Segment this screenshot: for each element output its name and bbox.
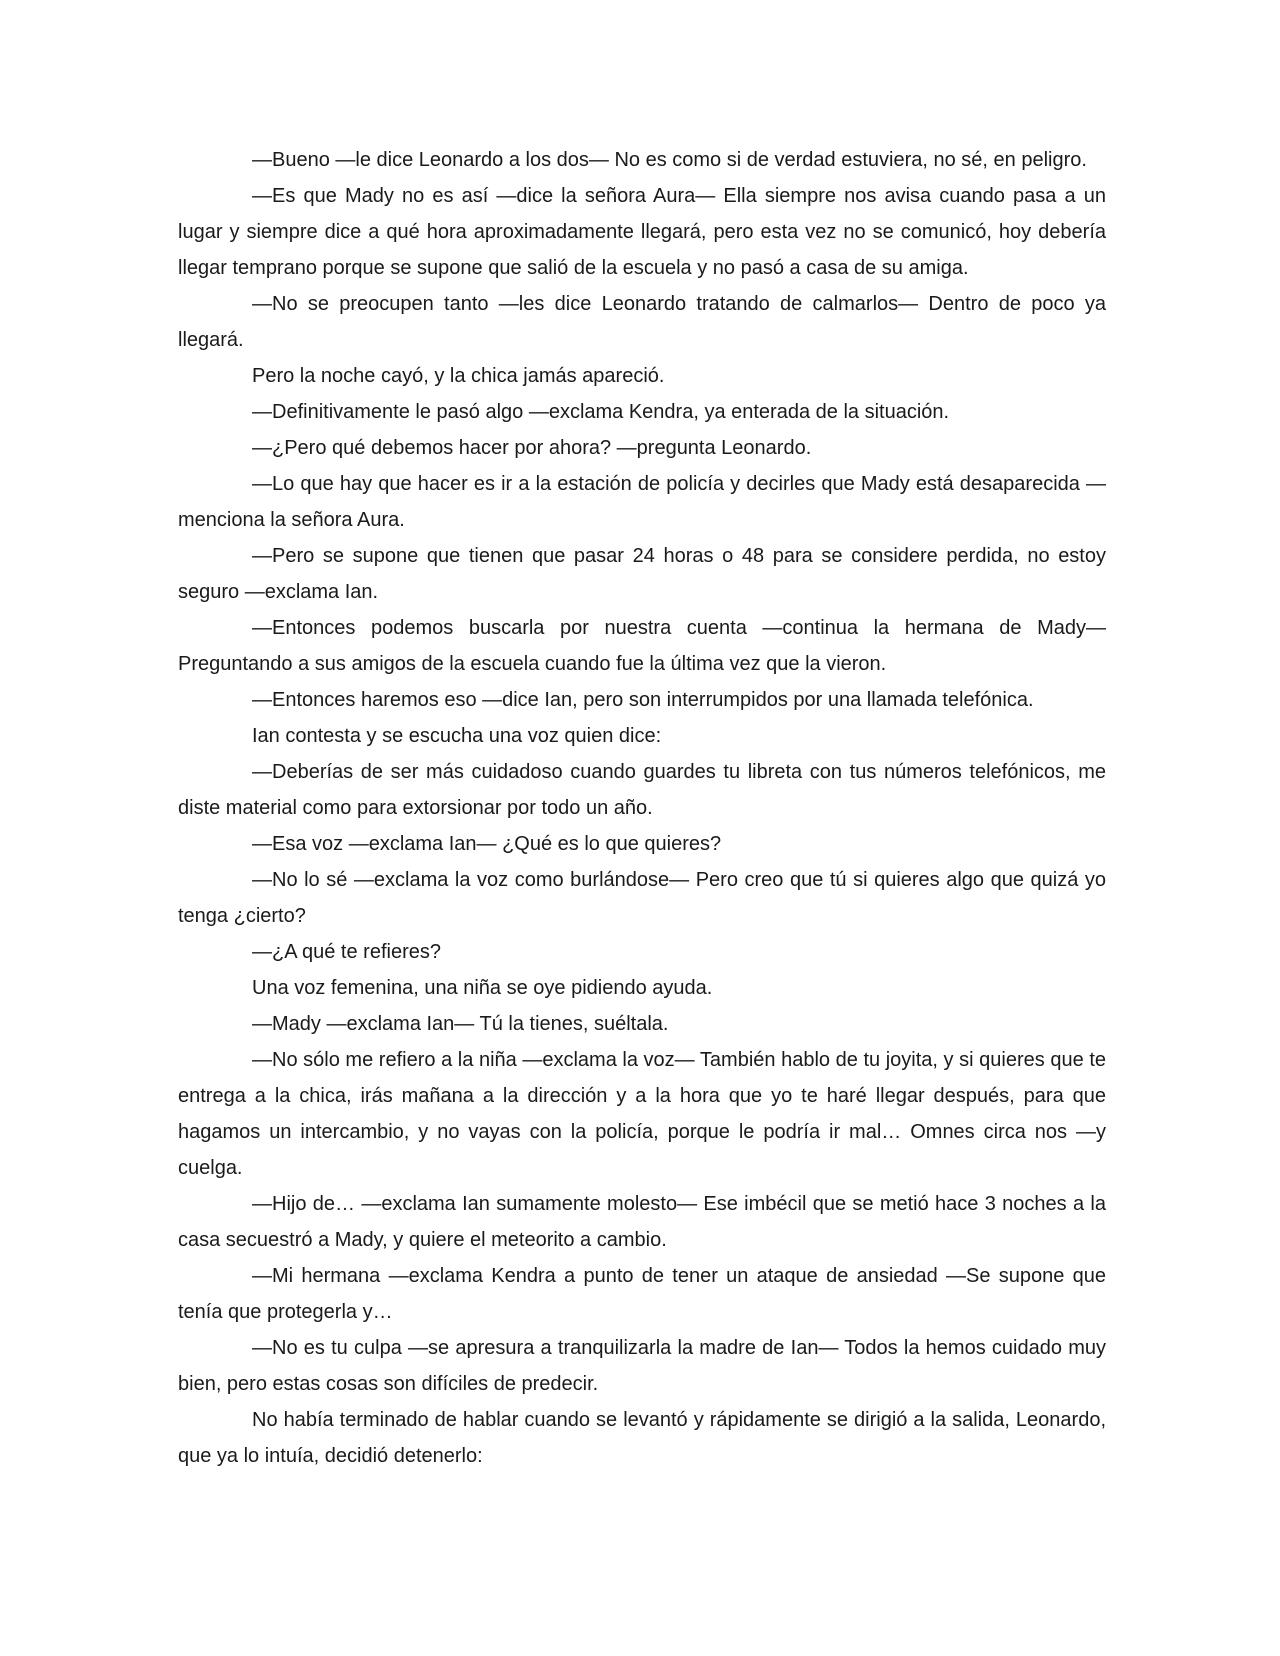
paragraph: —Entonces haremos eso —dice Ian, pero son interrumpidos por una llamada telefónica. (252, 689, 1034, 711)
paragraph: —No es tu culpa —se apresura a tranquilizarla la madre de Ian— Todos la hemos cuidado muy bien, pero estas cosas son difíciles de predecir. (178, 1337, 1106, 1395)
paragraph: —Entonces podemos buscarla por nuestra cuenta —continua la hermana de Mady— Preguntando a sus amigos de la escuela cuando fue la última vez que la vieron. (178, 617, 1106, 675)
paragraph: Una voz femenina, una niña se oye pidiendo ayuda. (252, 977, 713, 999)
paragraph: —Mady —exclama Ian— Tú la tienes, suéltala. (252, 1013, 669, 1035)
paragraph: —Mi hermana —exclama Kendra a punto de tener un ataque de ansiedad —Se supone que tenía que protegerla y… (178, 1265, 1106, 1323)
paragraph: —Pero se supone que tienen que pasar 24 horas o 48 para se considere perdida, no estoy seguro —exclama Ian. (178, 545, 1106, 603)
paragraph: —Hijo de… —exclama Ian sumamente molesto— Ese imbécil que se metió hace 3 noches a la casa secuestró a Mady, y quiere el meteorito a cambio. (178, 1193, 1106, 1251)
paragraph: —Es que Mady no es así —dice la señora Aura— Ella siempre nos avisa cuando pasa a un lugar y siempre dice a qué hora aproximadamente llegará, pero esta vez no se comunicó, hoy debería llegar temprano porque se supone que salió de la escuela y no pasó a casa de su amiga. (178, 185, 1106, 279)
paragraph: —No sólo me refiero a la niña —exclama la voz— También hablo de tu joyita, y si quieres que te entrega a la chica, irás mañana a la dirección y a la hora que yo te haré llegar después, para que hagamos un intercambio, y no vayas con la policía, porque le podría ir mal… Omnes circa nos —y cuelga. (178, 1049, 1106, 1179)
paragraph: No había terminado de hablar cuando se levantó y rápidamente se dirigió a la salida, Leonardo, que ya lo intuía, decidió detenerlo: (178, 1409, 1106, 1467)
paragraph: Ian contesta y se escucha una voz quien dice: (252, 725, 662, 747)
paragraph: —Lo que hay que hacer es ir a la estación de policía y decirles que Mady está desaparecida —menciona la señora Aura. (178, 473, 1106, 531)
paragraph: —No se preocupen tanto —les dice Leonardo tratando de calmarlos— Dentro de poco ya llegará. (178, 293, 1106, 351)
paragraph: —Deberías de ser más cuidadoso cuando guardes tu libreta con tus números telefónicos, me diste material como para extorsionar por todo un año. (178, 761, 1106, 819)
paragraph: —¿Pero qué debemos hacer por ahora? —pregunta Leonardo. (252, 437, 812, 459)
paragraph: —Definitivamente le pasó algo —exclama Kendra, ya enterada de la situación. (252, 401, 950, 423)
paragraph: Pero la noche cayó, y la chica jamás apareció. (252, 365, 665, 387)
body-text (178, 142, 1106, 1474)
paragraph: —Bueno —le dice Leonardo a los dos— No es como si de verdad estuviera, no sé, en peligro. (252, 149, 1087, 171)
paragraph: —¿A qué te refieres? (252, 941, 441, 963)
paragraph: —No lo sé —exclama la voz como burlándose— Pero creo que tú si quieres algo que quizá yo tenga ¿cierto? (178, 869, 1106, 927)
paragraph: —Esa voz —exclama Ian— ¿Qué es lo que quieres? (252, 833, 722, 855)
